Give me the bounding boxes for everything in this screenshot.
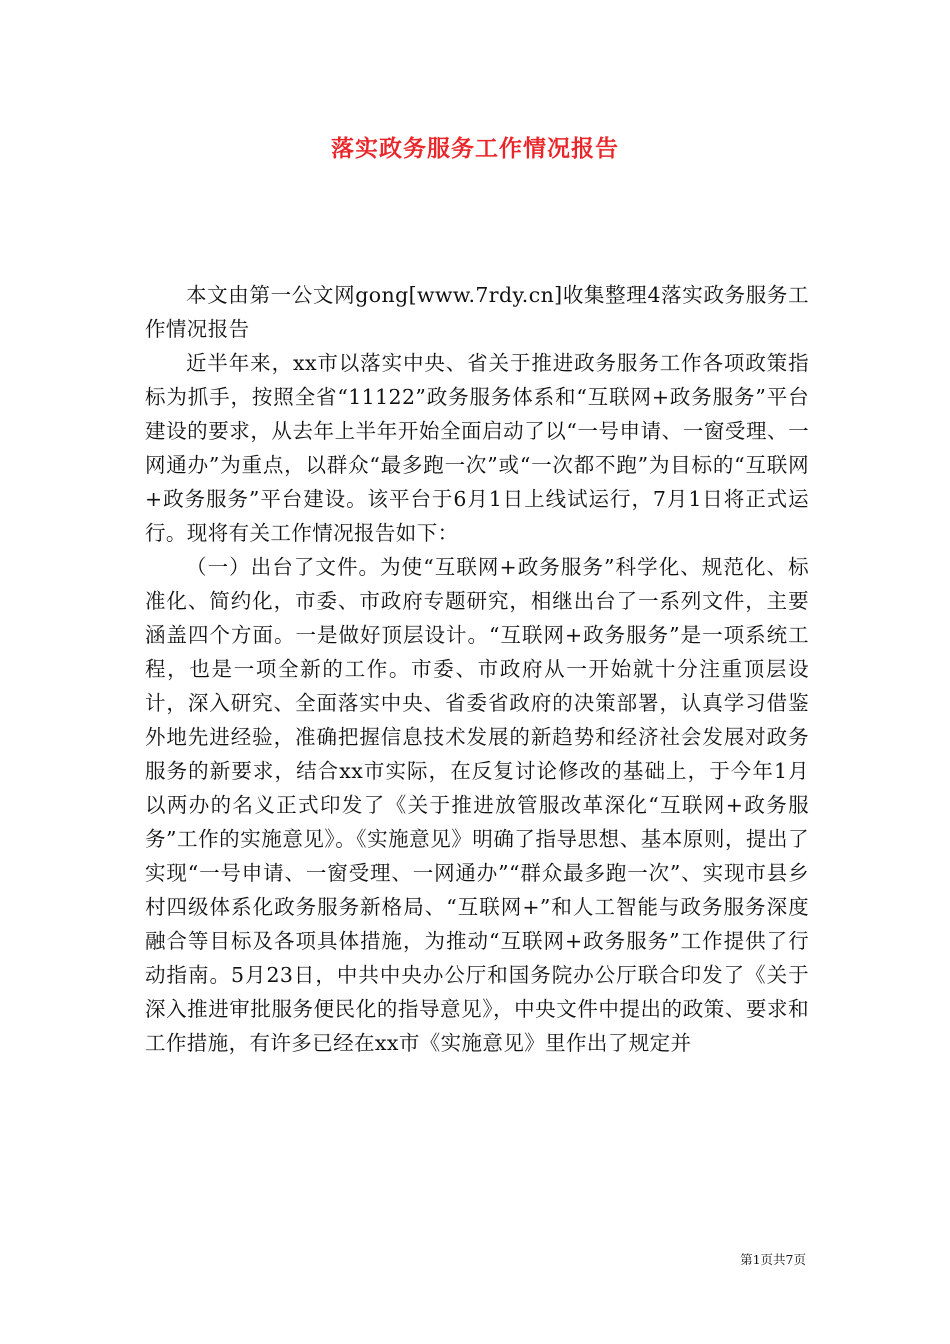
document-body	[145, 278, 809, 1060]
document-title: 落实政务服务工作情况报告	[331, 135, 619, 162]
paragraph-section-1: （一）出台了文件。为使“互联网+政务服务”科学化、规范化、标准化、简约化，市委、市政府专题研究，相继出台了一系列文件，主要涵盖四个方面。一是做好顶层设计。“互联网+政务服务”是一项系统工程，也是一项全新的工作。市委、市政府从一开始就十分注重顶层设计，深入研究、全面落实中央、省委省政府的决策部署，认真学习借鉴外地先进经验，准确把握信息技术发展的新趋势和经济社会发展对政务服务的新要求，结合xx市实际，在反复讨论修改的基础上，于今年1月以两办的名义正式印发了《关于推进放管服改革深化“互联网+政务服务”工作的实施意见》。《实施意见》明确了指导思想、基本原则，提出了实现“一号申请、一窗受理、一网通办”“群众最多跑一次”、实现市县乡村四级体系化政务服务新格局、“互联网+”和人工智能与政务服务深度融合等目标及各项具体措施，为推动“互联网+政务服务”工作提供了行动指南。5月23日，中共中央办公厅和国务院办公厅联合印发了《关于深入推进审批服务便民化的指导意见》，中央文件中提出的政策、要求和工作措施，有许多已经在xx市《实施意见》里作出了规定并	[145, 555, 809, 1055]
page-number-label: 第1页共7页	[740, 1252, 806, 1267]
paragraph-intro: 近半年来，xx市以落实中央、省关于推进政务服务工作各项政策指标为抓手，按照全省“11122”政务服务体系和“互联网+政务服务”平台建设的要求，从去年上半年开始全面启动了以“一号申请、一窗受理、一网通办”为重点，以群众“最多跑一次”或“一次都不跑”为目标的“互联网+政务服务”平台建设。该平台于6月1日上线试运行，7月1日将正式运行。现将有关工作情况报告如下：	[145, 351, 809, 545]
page-number	[740, 1251, 806, 1269]
paragraph-source-note: 本文由第一公文网gong[www.7rdy.cn]收集整理4落实政务服务工作情况报告	[145, 283, 809, 341]
